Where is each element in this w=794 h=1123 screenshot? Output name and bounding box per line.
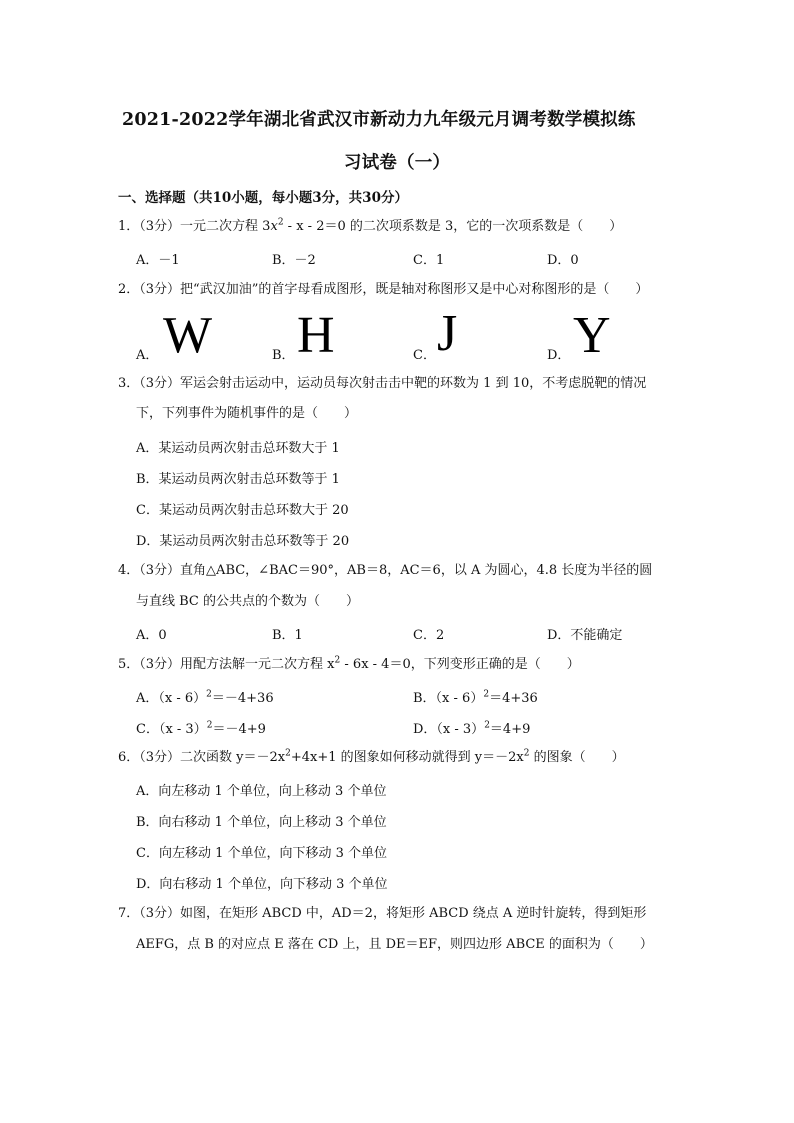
question-number: 2． (118, 282, 140, 297)
option-c: C．（x - 3）$^2$＝－4+9 (136, 720, 266, 737)
option-c: C．某运动员两次射击总环数大于 20 (136, 503, 349, 518)
question-text: 的图象（ ） (529, 750, 625, 765)
question-number: 6． (118, 750, 140, 765)
option-b: B．向右移动 1 个单位，向上移动 3 个单位 (136, 815, 387, 830)
option-a: A．某运动员两次射击总环数大于 1 (136, 441, 340, 456)
option-b: B．某运动员两次射击总环数等于 1 (136, 472, 340, 487)
question-1 (118, 218, 622, 236)
option-c: C．1 (413, 253, 445, 268)
question-4 (118, 562, 652, 580)
option-b: B．1 (272, 628, 303, 643)
question-text: （3分）军运会射击运动中，运动员每次射击击中靶的环数为 1 到 10，不考虑脱靶的情况 (139, 376, 647, 391)
option-d: D．0 (547, 253, 579, 268)
option-d: D．不能确定 (547, 628, 623, 643)
option-d: D． (547, 348, 571, 363)
option-b: B．（x - 6）$^2$＝4+36 (413, 689, 538, 706)
option-a: A． (136, 348, 159, 363)
page-title-line2: 习试卷（一） (343, 153, 451, 173)
question-text: - 6x - 4＝0，下列变形正确的是（ ） (340, 657, 580, 672)
question-number: 7． (118, 906, 140, 921)
variable: x (270, 219, 278, 234)
question-text: +4x+1 的图象如何移动就得到 y＝－2x (290, 750, 524, 765)
question-text: （3分）把“武汉加油”的首字母看成图形，既是轴对称图形又是中心对称图形的是（ ） (139, 282, 649, 297)
option-c: C．向左移动 1 个单位，向下移动 3 个单位 (136, 846, 388, 861)
question-text: - x - 2＝0 的二次项系数是 3，它的一次项系数是（ ） (283, 219, 623, 234)
option-a: A．向左移动 1 个单位，向上移动 3 个单位 (136, 784, 387, 799)
option-d: D．某运动员两次射击总环数等于 20 (136, 534, 350, 549)
question-7-line2: AEFG，点 B 的对应点 E 落在 CD 上，且 DE＝EF，则四边形 ABCE 的面积为（ ） (136, 937, 653, 952)
question-text: （3分）用配方法解一元二次方程 x (139, 657, 335, 672)
letter-y-figure: Y (573, 307, 611, 364)
option-a: A．－1 (136, 253, 180, 268)
question-3-line2: 下，下列事件为随机事件的是（ ） (136, 406, 358, 421)
question-5 (118, 656, 580, 674)
question-number: 5． (118, 657, 140, 672)
option-c: C． (413, 348, 436, 363)
question-number: 4． (118, 563, 140, 578)
question-2 (118, 281, 648, 299)
option-a: A．0 (136, 628, 167, 643)
option-b: B．－2 (272, 253, 316, 268)
exponent: 2 (285, 748, 291, 759)
question-number: 3． (118, 376, 140, 391)
section-heading: 一、选择题（共10小题，每小题3分，共30分） (118, 190, 408, 206)
page-title-line1: 2021-2022学年湖北省武汉市新动力九年级元月调考数学模拟练 (122, 110, 636, 130)
option-b: B． (272, 348, 295, 363)
question-3 (118, 375, 646, 393)
option-d: D．向右移动 1 个单位，向下移动 3 个单位 (136, 877, 388, 892)
question-4-line2: 与直线 BC 的公共点的个数为（ ） (136, 594, 360, 609)
letter-j-figure: J (437, 305, 458, 362)
question-text: （3分）二次函数 y＝－2x (139, 750, 286, 765)
option-a: A．（x - 6）$^2$＝－4+36 (136, 689, 274, 706)
question-text: （3分）直角△ABC，∠BAC＝90°，AB＝8，AC＝6，以 A 为圆心，4.8 长度为半径的圆 (139, 563, 653, 578)
question-text: （3分）一元二次方程 3 (139, 219, 271, 234)
question-7 (118, 905, 646, 923)
exponent: 2 (334, 655, 341, 666)
option-d: D．（x - 3）$^2$＝4+9 (413, 720, 531, 737)
letter-h-figure: H (297, 307, 335, 364)
letter-w-figure: W (163, 307, 213, 364)
exponent: 2 (277, 217, 284, 228)
question-number: 1． (118, 219, 140, 234)
question-text: （3分）如图，在矩形 ABCD 中，AD＝2，将矩形 ABCD 绕点 A 逆时针旋转，得到矩形 (139, 906, 647, 921)
exponent: 2 (523, 748, 530, 759)
question-6 (118, 749, 625, 767)
option-c: C．2 (413, 628, 445, 643)
